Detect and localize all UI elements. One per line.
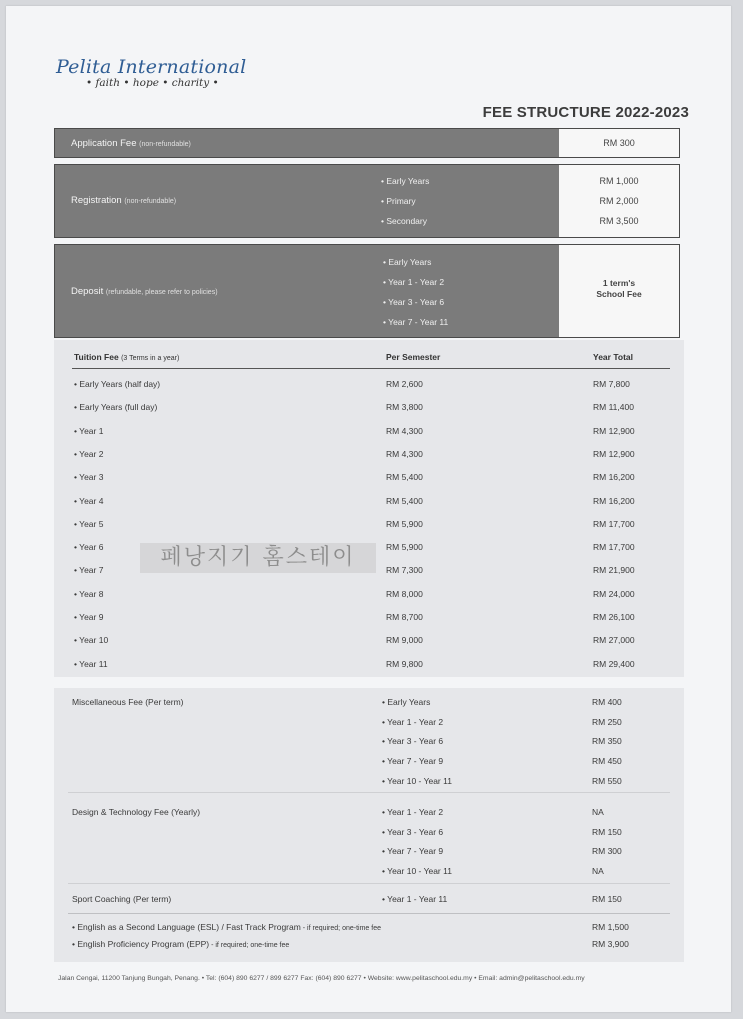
tuition-year-total: RM 27,000 (593, 635, 635, 646)
tuition-per-semester: RM 7,300 (386, 565, 423, 576)
tuition-year-total: RM 12,900 (593, 448, 635, 459)
esl-program-note: - if required; one-time fee (300, 925, 381, 932)
misc-fee-value: RM 550 (592, 775, 622, 786)
footer-contact: Jalan Cengai, 11200 Tanjung Bungah, Penang. • Tel: (604) 890 6277 / 899 6277 Fax: (604) 890 6277 • Website: www.pelitaschool.edu.my • Email: admin@pelitaschool.edu.my (58, 975, 585, 982)
tuition-year-total: RM 16,200 (593, 495, 635, 506)
tuition-row (74, 399, 670, 417)
misc-fee-value: RM 250 (592, 716, 622, 727)
tuition-row (74, 493, 670, 511)
epp-program-value: RM 3,900 (592, 939, 629, 949)
tuition-year-total: RM 11,400 (593, 402, 634, 413)
epp-program-label: • English Proficiency Program (EPP) (72, 939, 210, 949)
deposit-value-line1: 1 term's (602, 278, 636, 288)
tuition-per-semester: RM 4,300 (386, 425, 423, 436)
tuition-level: • Year 9 (74, 612, 104, 622)
misc-fee-block (54, 697, 684, 797)
tuition-year-total: RM 17,700 (593, 518, 635, 529)
tuition-year-total: RM 24,000 (593, 588, 635, 599)
divider (68, 913, 670, 914)
page-title: FEE STRUCTURE 2022-2023 (482, 104, 689, 121)
tuition-row (74, 423, 670, 441)
tuition-year-total: RM 26,100 (593, 612, 635, 622)
tuition-per-semester: RM 5,400 (386, 495, 423, 506)
tuition-level: • Year 7 (74, 565, 104, 576)
registration-value: RM 1,000 (599, 176, 639, 186)
tuition-year-total: RM 12,900 (593, 425, 635, 436)
deposit-item: • Early Years (383, 257, 432, 267)
misc-fee-value: RM 350 (592, 736, 622, 747)
logo-title: Pelita International (56, 56, 247, 78)
tuition-row (74, 609, 670, 627)
misc-fee-label: Miscellaneous Fee (Per term) (72, 697, 184, 707)
tuition-level: • Year 1 (74, 425, 104, 436)
tuition-level: • Year 2 (74, 448, 104, 459)
tuition-per-semester: RM 5,900 (386, 518, 423, 529)
dt-fee-label: Design & Technology Fee (Yearly) (72, 807, 201, 817)
tuition-row (74, 376, 670, 394)
tuition-year-total: RM 16,200 (593, 472, 635, 483)
registration-label: Registration (71, 195, 122, 206)
tuition-level: • Year 5 (74, 518, 104, 529)
registration-items (381, 171, 429, 231)
esl-program (72, 922, 381, 932)
sport-fee-item: • Year 1 - Year 11 (382, 894, 448, 904)
tuition-level: • Year 10 (74, 635, 109, 646)
watermark: 페낭지기 홈스테이 (140, 543, 376, 573)
sport-fee-value: RM 150 (592, 894, 622, 904)
tuition-year-total: RM 29,400 (593, 658, 635, 669)
tuition-per-semester: RM 2,600 (386, 379, 423, 389)
tuition-row (74, 586, 670, 604)
registration-item: • Primary (381, 196, 416, 206)
tuition-level: • Early Years (full day) (74, 402, 158, 413)
tuition-row (74, 469, 670, 487)
tuition-per-semester: RM 5,900 (386, 542, 423, 553)
tuition-per-semester: RM 3,800 (386, 402, 423, 413)
esl-program-label: • English as a Second Language (ESL) / Fast Track Program (72, 922, 301, 932)
dt-fee-item: • Year 7 - Year 9 (382, 846, 444, 857)
misc-fee-item: • Early Years (382, 697, 431, 707)
tuition-per-semester: RM 9,000 (386, 635, 423, 646)
tuition-level: • Year 11 (74, 658, 108, 669)
other-fees-section (54, 688, 684, 962)
tuition-level: • Year 3 (74, 472, 104, 483)
tuition-level: • Year 4 (74, 495, 104, 506)
tuition-level: • Year 6 (74, 542, 104, 553)
misc-fee-value: RM 450 (592, 756, 622, 767)
deposit-label: Deposit (71, 286, 104, 297)
tuition-row (74, 632, 670, 650)
tuition-header (72, 348, 670, 369)
tuition-per-semester: RM 4,300 (386, 448, 423, 459)
deposit-item: • Year 7 - Year 11 (383, 317, 449, 327)
school-logo (56, 56, 256, 100)
divider (68, 883, 670, 884)
application-fee-box (54, 128, 680, 158)
esl-program-value: RM 1,500 (592, 922, 629, 932)
deposit-item: • Year 3 - Year 6 (383, 297, 445, 307)
misc-fee-item: • Year 10 - Year 11 (382, 775, 452, 786)
dt-fee-value: NA (592, 866, 604, 877)
dt-fee-item: • Year 10 - Year 11 (382, 866, 452, 877)
misc-fee-value: RM 400 (592, 697, 622, 707)
tuition-row (74, 516, 670, 534)
epp-program (72, 939, 289, 949)
divider (68, 792, 670, 793)
tuition-row (74, 446, 670, 464)
deposit-value-line2: School Fee (596, 289, 642, 299)
tuition-header-per-semester: Per Semester (386, 352, 441, 362)
tuition-year-total: RM 21,900 (593, 565, 635, 576)
application-fee-label: Application Fee (71, 138, 137, 149)
tuition-per-semester: RM 9,800 (386, 658, 423, 669)
tuition-row (74, 656, 670, 674)
tuition-header-label: Tuition Fee (74, 352, 119, 362)
misc-fee-item: • Year 7 - Year 9 (382, 756, 444, 767)
registration-item: • Secondary (381, 216, 427, 226)
tuition-level: • Year 8 (74, 588, 104, 599)
registration-note: (non-refundable) (124, 198, 177, 205)
deposit-box (54, 244, 680, 338)
deposit-note: (refundable, please refer to policies) (105, 289, 218, 296)
sport-fee-label: Sport Coaching (Per term) (72, 894, 172, 904)
registration-box (54, 164, 680, 238)
misc-fee-item: • Year 3 - Year 6 (382, 736, 444, 747)
tuition-year-total: RM 7,800 (593, 379, 630, 389)
tuition-header-note: (3 Terms in a year) (121, 355, 180, 362)
dt-fee-value: RM 300 (592, 846, 622, 857)
tuition-year-total: RM 17,700 (593, 542, 635, 553)
tuition-level: • Early Years (half day) (74, 379, 161, 389)
tuition-per-semester: RM 8,700 (386, 612, 423, 622)
deposit-items (383, 252, 448, 332)
dt-fee-value: NA (592, 807, 604, 817)
dt-fee-value: RM 150 (592, 826, 622, 837)
tuition-section (54, 340, 684, 677)
dt-fee-item: • Year 3 - Year 6 (382, 826, 444, 837)
tuition-header-year-total: Year Total (593, 352, 633, 362)
logo-tagline: • faith • hope • charity • (86, 77, 219, 89)
registration-item: • Early Years (381, 176, 430, 186)
misc-fee-item: • Year 1 - Year 2 (382, 716, 444, 727)
application-fee-note: (non-refundable) (139, 141, 191, 148)
epp-program-note: - if required; one-time fee (209, 942, 290, 949)
registration-value: RM 2,000 (599, 196, 639, 206)
sport-fee-block (54, 894, 684, 908)
application-fee-value: RM 300 (603, 138, 635, 148)
tuition-per-semester: RM 5,400 (386, 472, 423, 483)
registration-value: RM 3,500 (599, 216, 639, 226)
dt-fee-block (54, 807, 684, 887)
deposit-item: • Year 1 - Year 2 (383, 277, 445, 287)
tuition-per-semester: RM 8,000 (386, 588, 423, 599)
dt-fee-item: • Year 1 - Year 2 (382, 807, 444, 817)
